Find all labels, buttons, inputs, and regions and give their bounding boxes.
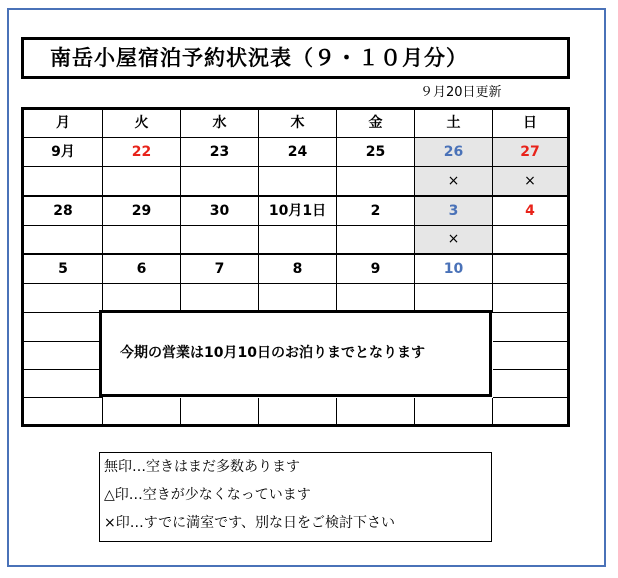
empty-cell <box>493 284 567 313</box>
date-cell: 8 <box>259 255 337 284</box>
empty-cell <box>493 313 567 342</box>
empty-cell <box>24 398 103 424</box>
date-cell: 7 <box>181 255 259 284</box>
availability-cell: × <box>415 226 493 255</box>
empty-cell <box>103 284 181 313</box>
date-cell: 9 <box>337 255 415 284</box>
empty-cell <box>415 398 493 424</box>
empty-cell <box>24 284 103 313</box>
date-cell: 28 <box>24 197 103 226</box>
empty-cell <box>337 398 415 424</box>
availability-cell <box>181 226 259 255</box>
date-cell: 26 <box>415 138 493 167</box>
availability-cell <box>181 167 259 197</box>
legend-item-full: ×印…すでに満室です、別な日をご検討下さい <box>104 515 396 531</box>
availability-cell: × <box>415 167 493 197</box>
availability-cell <box>24 167 103 197</box>
empty-cell <box>24 313 103 342</box>
empty-cell <box>493 398 567 424</box>
page-title: 南岳小屋宿泊予約状況表（９・１０月分） <box>21 37 570 79</box>
empty-cell <box>181 398 259 424</box>
availability-cell: × <box>493 167 567 197</box>
empty-cell <box>493 370 567 398</box>
empty-cell <box>181 284 259 313</box>
season-notice: 今期の営業は10月10日のお泊りまでとなります <box>99 310 492 397</box>
date-cell: 4 <box>493 197 567 226</box>
date-cell <box>493 255 567 284</box>
availability-cell <box>103 167 181 197</box>
weekday-header-sun: 日 <box>493 110 567 138</box>
date-cell: 5 <box>24 255 103 284</box>
weekday-header-sat: 土 <box>415 110 493 138</box>
weekday-header-tue: 火 <box>103 110 181 138</box>
availability-cell <box>259 226 337 255</box>
date-cell: 30 <box>181 197 259 226</box>
weekday-header-wed: 水 <box>181 110 259 138</box>
date-cell: 10月1日 <box>259 197 337 226</box>
date-cell: 9月 <box>24 138 103 167</box>
legend-item-few-left: △印…空きが少なくなっています <box>104 487 311 503</box>
updated-date: ９月20日更新 <box>420 85 502 100</box>
date-cell: 27 <box>493 138 567 167</box>
date-cell: 3 <box>415 197 493 226</box>
availability-cell <box>259 167 337 197</box>
date-cell: 22 <box>103 138 181 167</box>
weekday-header-mon: 月 <box>24 110 103 138</box>
availability-cell <box>493 226 567 255</box>
empty-cell <box>103 398 181 424</box>
date-cell: 25 <box>337 138 415 167</box>
date-cell: 24 <box>259 138 337 167</box>
empty-cell <box>415 284 493 313</box>
availability-cell <box>337 167 415 197</box>
date-cell: 6 <box>103 255 181 284</box>
empty-cell <box>259 284 337 313</box>
legend-item-available: 無印…空きはまだ多数あります <box>104 459 300 475</box>
empty-cell <box>493 342 567 370</box>
empty-cell <box>24 342 103 370</box>
availability-cell <box>337 226 415 255</box>
date-cell: 29 <box>103 197 181 226</box>
weekday-header-fri: 金 <box>337 110 415 138</box>
date-cell: 2 <box>337 197 415 226</box>
availability-cell <box>103 226 181 255</box>
empty-cell <box>259 398 337 424</box>
weekday-header-thu: 木 <box>259 110 337 138</box>
empty-cell <box>24 370 103 398</box>
availability-cell <box>24 226 103 255</box>
empty-cell <box>337 284 415 313</box>
date-cell: 10 <box>415 255 493 284</box>
legend-box <box>99 452 492 542</box>
date-cell: 23 <box>181 138 259 167</box>
